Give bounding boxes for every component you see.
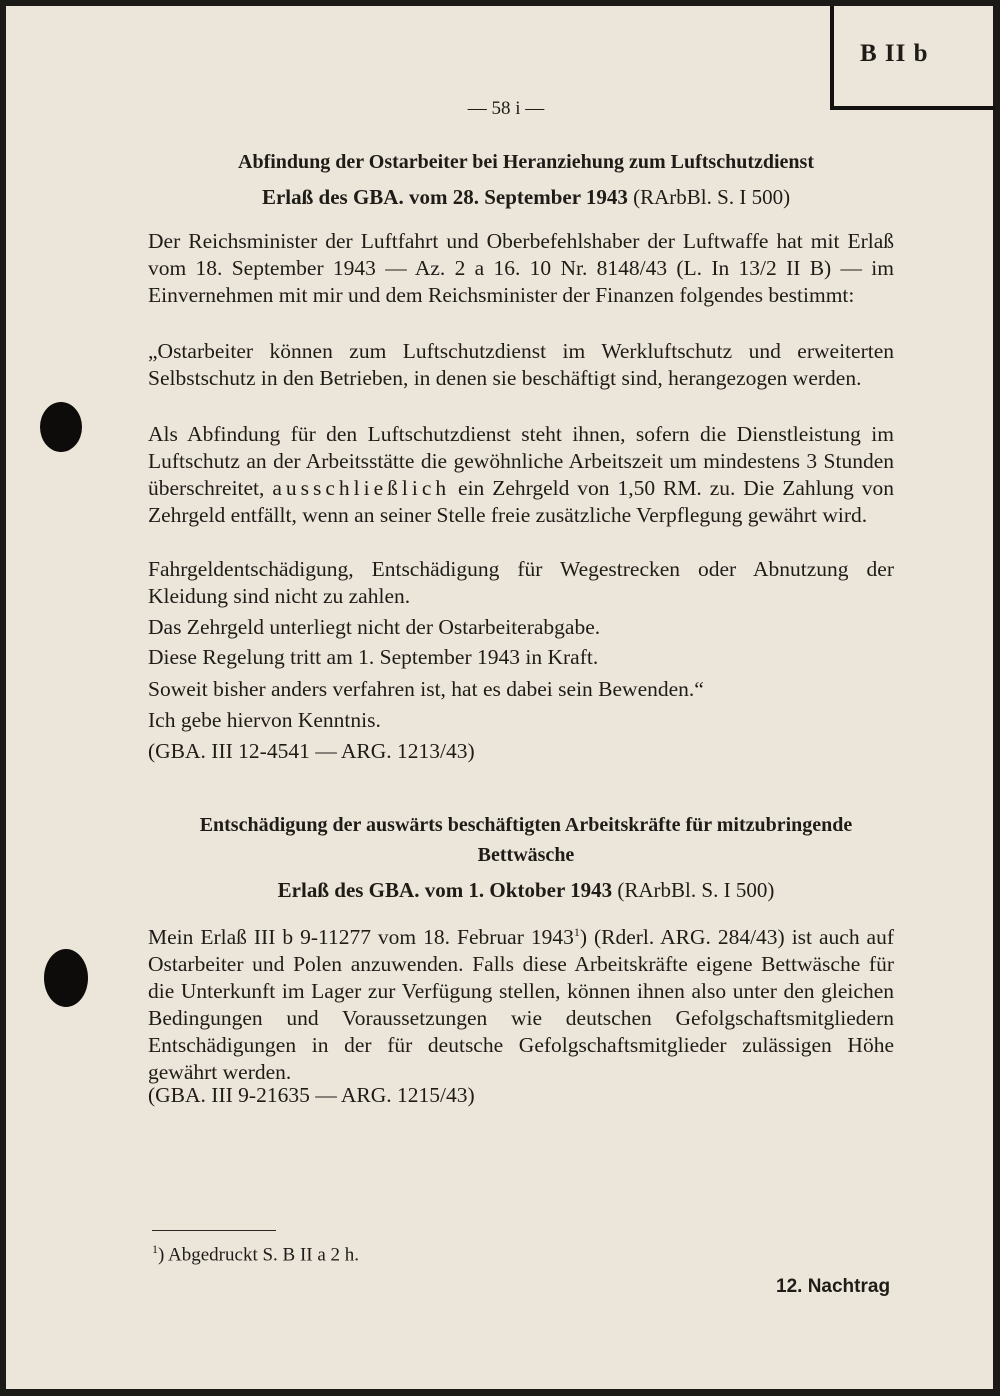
- footnote-ref: 1: [573, 925, 580, 939]
- page-number: — 58 i —: [467, 98, 545, 119]
- section1-paragraph-2: „Ostarbeiter können zum Luftschutzdienst im Werkluftschutz und erweiterten Selbstschutz in den Betrieben, in denen sie beschäftigt sind, herangezogen werden.: [148, 339, 894, 390]
- section1-reference: (GBA. III 12-4541 — ARG. 1213/43): [148, 739, 475, 763]
- p3-text-before: Als Abfindung für den Luftschutzdienst steht ihnen, sofern die Dienstleistung im Luftschutz an der Arbeitsstätte die gewöhnliche Arbeitszeit um mindestens 3 Stunden überschreitet,: [148, 422, 894, 500]
- footnote-rule: [152, 1230, 276, 1231]
- section2-subtitle-decree: Erlaß des GBA. vom 1. Oktober 1943: [277, 878, 613, 902]
- section1-paragraph-6: Diese Regelung tritt am 1. September 1943 in Kraft.: [148, 645, 599, 669]
- supplement-label: 12. Nachtrag: [776, 1276, 891, 1297]
- footnote-text: ) Abgedruckt S. B II a 2 h.: [158, 1244, 360, 1266]
- punch-hole-top: [40, 402, 82, 452]
- footnote-marker: 1: [152, 1242, 158, 1256]
- section1-paragraph-1: Der Reichsminister der Luftfahrt und Oberbefehlshaber der Luftwaffe hat mit Erlaß vom 18. September 1943 — Az. 2 a 16. 10 Nr. 8148/43 (L. In 13/2 II B) — im Einvernehmen mit mir und dem Reichsminister der Finanzen folgendes bestimmt:: [148, 229, 894, 307]
- section1-subtitle-ref: (RArbBl. S. I 500): [633, 185, 791, 209]
- section2-subtitle-ref: (RArbBl. S. I 500): [617, 878, 775, 902]
- section2-paragraph-1: [148, 919, 894, 1086]
- section1-subtitle: [6, 185, 1000, 210]
- section2-title-line1: Entschädigung der auswärts beschäftigten Arbeitskräfte für mitzubringende: [199, 814, 853, 836]
- section2-title-line2: Bettwäsche: [477, 844, 575, 866]
- section1-paragraph-8: Ich gebe hiervon Kenntnis.: [148, 708, 381, 732]
- section1-title: Abfindung der Ostarbeiter bei Heranziehung zum Luftschutzdienst: [238, 151, 814, 173]
- s2-p1-text-b: ) (Rderl. ARG. 284/43) ist auch auf Ostarbeiter und Polen anzuwenden. Falls diese Arbeitskräfte eigene Bettwäsche für die Unterkunft im Lager zur Verfügung stellen, können ihnen also unter den gleichen Bedingungen und Voraussetzungen wie deutschen Gefolgschaftsmitgliedern Entschädigungen in der für deutsche Gefolgschaftsmitglieder zulässigen Höhe gewährt werden.: [148, 925, 895, 1085]
- section1-paragraph-5: Das Zehrgeld unterliegt nicht der Ostarbeiterabgabe.: [148, 615, 601, 639]
- section2-subtitle: [6, 878, 1000, 903]
- section1-paragraph-3: [148, 421, 894, 529]
- footnote: [152, 1242, 359, 1266]
- punch-hole-bottom: [44, 949, 88, 1007]
- section1-paragraph-4: Fahrgeldentschädigung, Entschädigung für Wegestrecken oder Abnutzung der Kleidung sind nicht zu zahlen.: [148, 557, 894, 608]
- section1-subtitle-decree: Erlaß des GBA. vom 28. September 1943: [261, 185, 628, 209]
- section1-paragraph-7: Soweit bisher anders verfahren ist, hat es dabei sein Bewenden.“: [148, 677, 704, 701]
- s2-p1-text-a: Mein Erlaß III b 9-11277 vom 18. Februar 1943: [148, 925, 574, 950]
- section2-reference: (GBA. III 9-21635 — ARG. 1215/43): [148, 1083, 475, 1107]
- document-page: [6, 6, 993, 1389]
- p3-text-after: ein Zehrgeld von 1,50 RM. zu. Die Zahlung von Zehrgeld entfällt, wenn an seiner Stelle freie zusätzliche Verpflegung gewährt wird.: [148, 476, 895, 527]
- section-box-label: B II b: [860, 40, 929, 67]
- p3-emphasis: ausschließlich: [272, 476, 451, 500]
